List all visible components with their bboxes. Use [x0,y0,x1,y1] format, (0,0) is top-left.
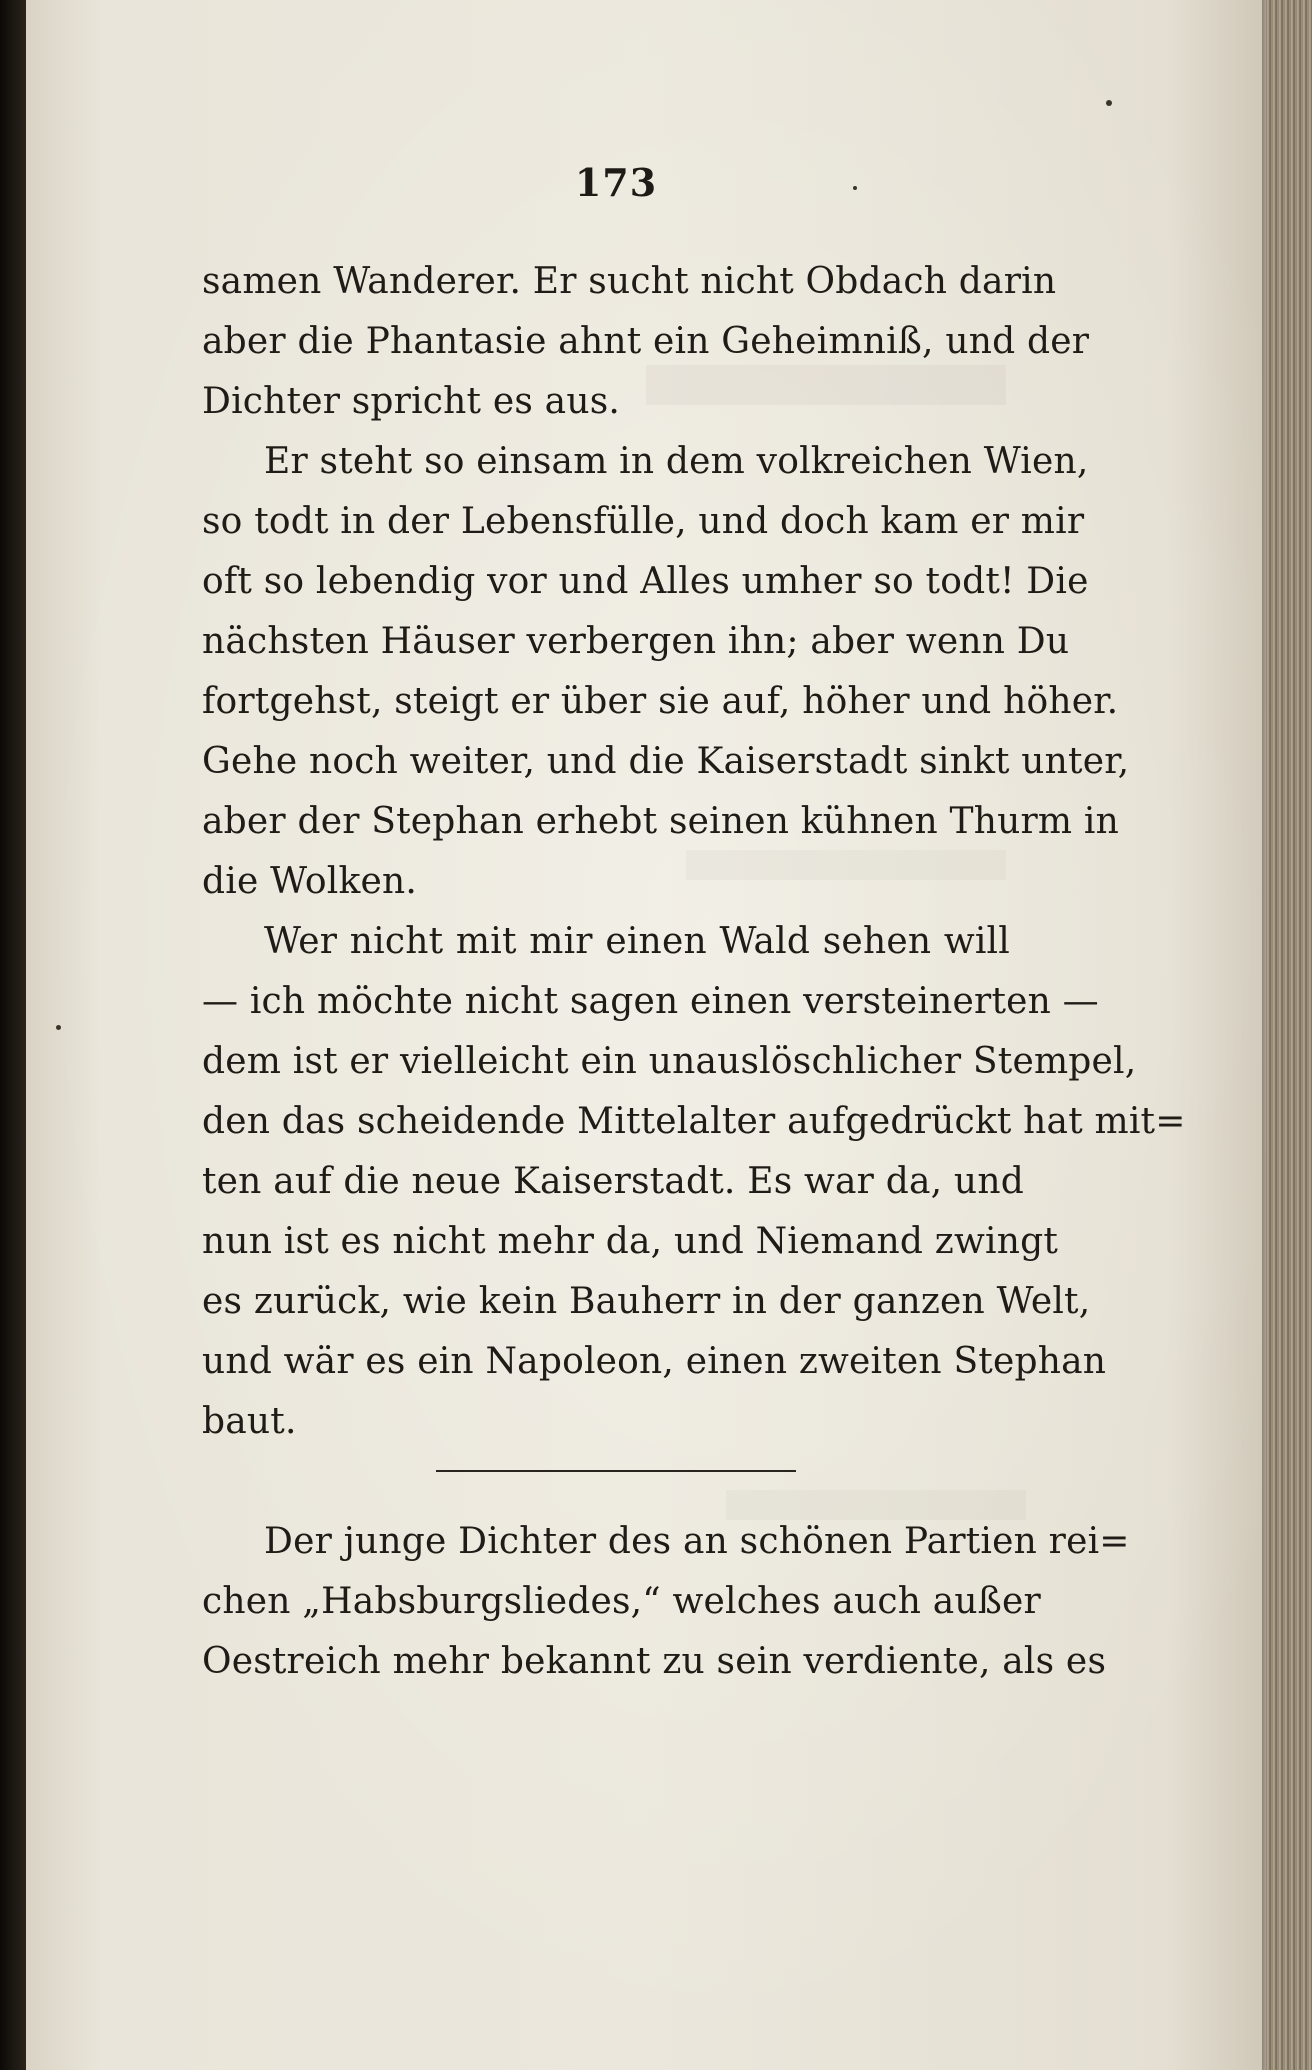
text-line: ten auf die neue Kaiserstadt. Es war da, und [202,1161,1024,1202]
page-number: 173 [574,160,658,205]
text-line: Wer nicht mit mir einen Wald sehen will [264,921,1010,962]
text-line: so todt in der Lebensfülle, und doch kam er mir [202,501,1085,542]
text-line: Er steht so einsam in dem volkreichen Wien, [264,441,1089,482]
text-line: samen Wanderer. Er sucht nicht Obdach darin [202,261,1057,302]
text-line: chen „Habsburgsliedes,“ welches auch außer [202,1581,1041,1622]
text-line: dem ist er vielleicht ein unauslöschlicher Stempel, [202,1041,1137,1082]
text-line: Oestreich mehr bekannt zu sein verdiente, als es [202,1641,1107,1682]
paper-speck [56,1025,61,1030]
paper-speck [853,186,857,190]
text-line: aber der Stephan erhebt seinen kühnen Thurm in [202,801,1119,842]
text-line: fortgehst, steigt er über sie auf, höher und höher. [202,681,1119,722]
text-line: — ich möchte nicht sagen einen versteinerten — [202,981,1099,1022]
paper-speck [1106,100,1112,106]
text-line: Dichter spricht es aus. [202,381,621,422]
text-line: den das scheidende Mittelalter aufgedrückt hat mit= [202,1101,1186,1142]
text-line: aber die Phantasie ahnt ein Geheimniß, und der [202,321,1090,362]
bleed-through-shadow [726,1490,1026,1520]
text-line: oft so lebendig vor und Alles umher so todt! Die [202,561,1089,602]
text-line: baut. [202,1401,297,1442]
text-line: die Wolken. [202,861,418,902]
scan-left-margin [0,0,26,2070]
text-line: und wär es ein Napoleon, einen zweiten Stephan [202,1341,1107,1382]
section-divider [436,1470,796,1472]
text-line: Der junge Dichter des an schönen Partien rei= [264,1521,1130,1562]
text-line: Gehe noch weiter, und die Kaiserstadt sinkt unter, [202,741,1130,782]
text-line: nun ist es nicht mehr da, und Niemand zwingt [202,1221,1058,1262]
book-edge [1266,0,1312,2070]
text-line: es zurück, wie kein Bauherr in der ganzen Welt, [202,1281,1091,1322]
text-line: nächsten Häuser verbergen ihn; aber wenn Du [202,621,1070,662]
book-page [26,0,1266,2070]
